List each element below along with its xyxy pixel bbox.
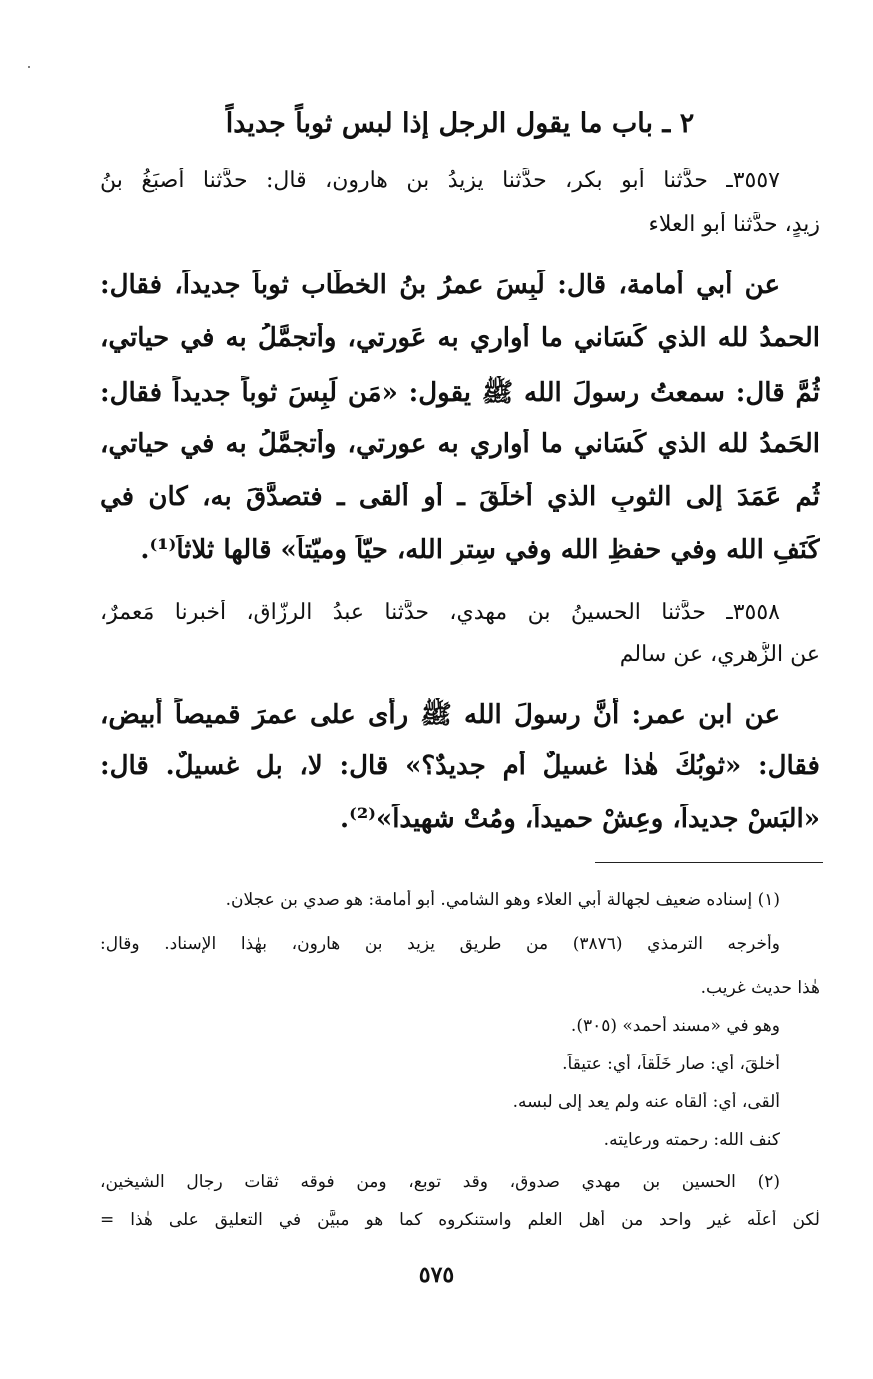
footnote-line: وأخرجه الترمذي (٣٨٧٦) من طريق يزيد بن هارون، بهٰذا الإسناد. وقال: <box>100 934 780 954</box>
hadith-3557-matn-line-4: الحَمدُ لله الذي كَسَاني ما أُواري به عورتي، وأتجمَّلُ به في حياتي، <box>100 429 820 459</box>
hadith-3558-matn-line-3: «البَسْ جديداً، وعِشْ حميداً، ومُتْ شهيداً»⁽²⁾. <box>340 804 820 834</box>
hadith-3557-matn-line-3: ثُمَّ قال: سمعتُ رسولَ الله ﷺ يقول: «مَن لَبِسَ ثوباً جديداً فقال: <box>100 378 820 408</box>
footnote-line: أَلقى، أي: ألقاه عنه ولم يعد إلى لبسه. <box>512 1092 780 1112</box>
footnote-line: (١) إسناده ضعيف لجهالة أبي العلاء وهو الشامي. أبو أمامة: هو صدي بن عجلان. <box>225 890 780 910</box>
chapter-title: ٢ ـ باب ما يقول الرجل إذا لبس ثوباً جديداً <box>225 108 695 139</box>
page-number: ٥٧٥ <box>418 1262 455 1288</box>
hadith-3558-isnad-line-2: عن الزُّهري، عن سالمٍ <box>619 642 820 667</box>
hadith-3557-matn-line-5: ثُم عَمَدَ إلى الثوبِ الذي أخلَقَ ـ أو ألقى ـ فتصدَّقَ به، كان في <box>100 482 820 512</box>
footnote-line: (٢) الحسين بن مهدي صدوق، وقد توبع، ومن فوقه ثقات رجال الشيخين، <box>100 1172 780 1192</box>
footnote-separator <box>595 862 823 863</box>
hadith-3558-isnad-line-1: ٣٥٥٨ـ حدَّثنا الحسينُ بن مهدي، حدَّثنا عبدُ الرزّاق، أخبرنا مَعمرٌ، <box>100 600 780 625</box>
footnote-line: وهو في «مسند أحمد» (٣٠٥). <box>570 1016 780 1036</box>
footnote-line: كنف الله: رحمته ورعايته. <box>603 1130 780 1150</box>
hadith-3558-matn-line-1: عن ابن عمر: أنَّ رسولَ الله ﷺ رأى على عمرَ قميصاً أبيض، <box>100 700 780 730</box>
footnote-line: أَخلقَ، أي: صار خَلَقاً، أي: عتيقاً. <box>562 1054 780 1074</box>
hadith-3557-matn-line-6: كَنَفِ الله وفي حفظِ الله وفي سِترِ الله، حيّاً وميّتاً» قالها ثلاثاً⁽¹⁾. <box>140 535 820 565</box>
hadith-3557-matn-line-1: عن أبي أُمامة، قال: لَبِسَ عمرُ بنُ الخطّاب ثوباً جديداً، فقال: <box>100 270 780 300</box>
hadith-3557-matn-line-2: الحمدُ لله الذي كَسَاني ما أُواري به عَورتي، وأتجمَّلُ به في حياتي، <box>100 323 820 353</box>
footnote-line: لٰكن أعلَّه غير واحد من أهل العلم واستنكروه كما هو مبيَّن في التعليق على هٰذا = <box>100 1210 820 1230</box>
footnote-line: هٰذا حديث غريب. <box>700 978 820 998</box>
hadith-3558-matn-line-2: فقال: «ثوبُكَ هٰذا غسيلٌ أم جديدٌ؟» قال: لا، بل غسيلٌ. قال: <box>100 751 820 781</box>
hadith-3557-isnad-line-1: ٣٥٥٧ـ حدَّثنا أبو بكر، حدَّثنا يزيدُ بن هارون، قال: حدَّثنا أصبَغُ بنُ <box>100 168 780 193</box>
scan-speck <box>28 66 30 68</box>
hadith-3557-isnad-line-2: زيدٍ، حدَّثنا أبو العلاء <box>648 212 820 237</box>
